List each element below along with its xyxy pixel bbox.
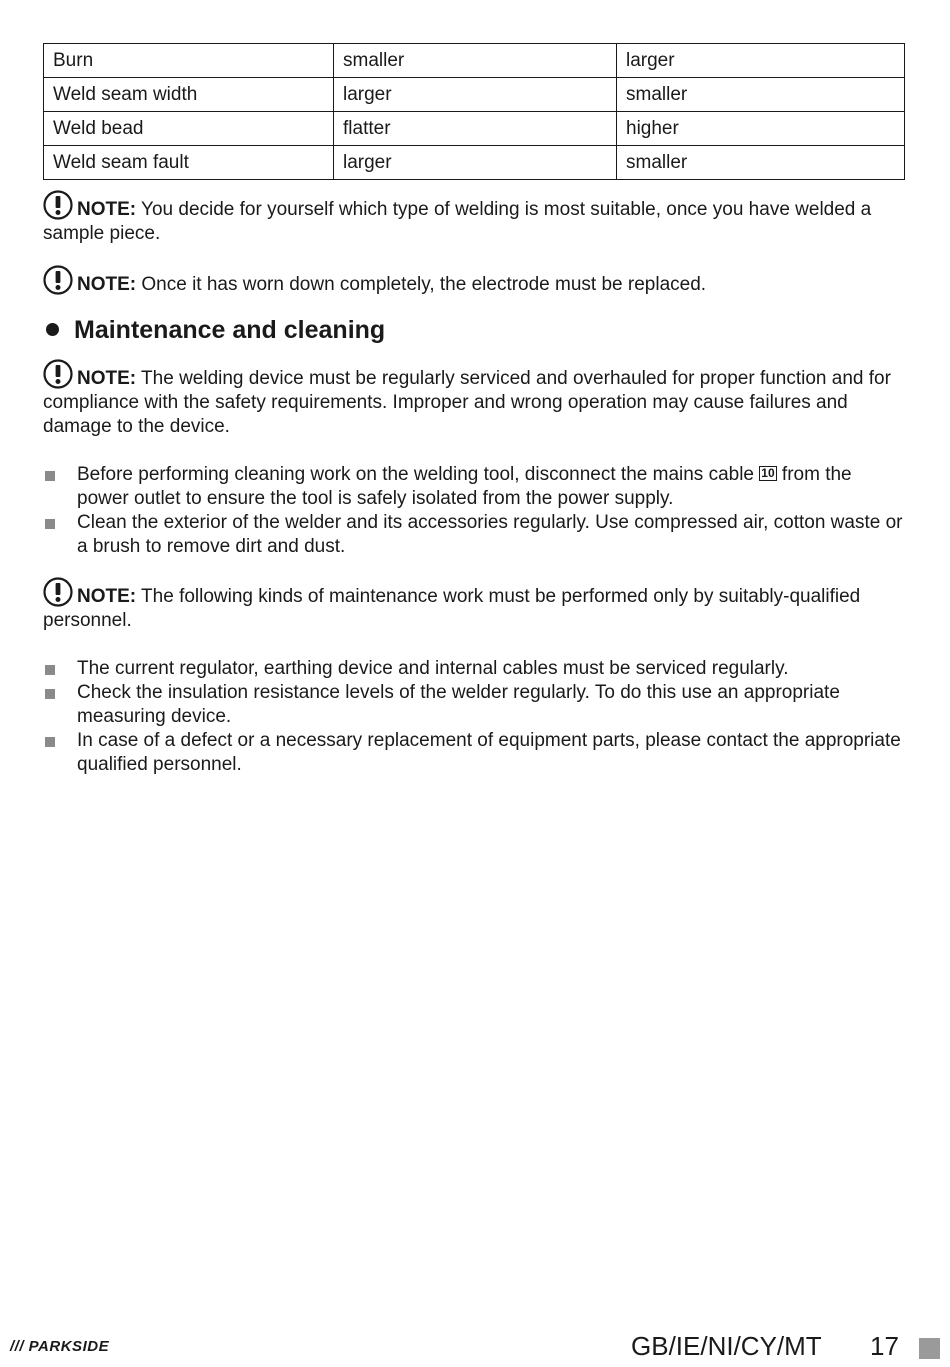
table-row	[44, 44, 905, 78]
note-4	[43, 577, 906, 633]
exclamation-circle-icon	[43, 190, 73, 220]
exclamation-circle-icon	[43, 359, 73, 389]
note-text: The following kinds of maintenance work must be performed only by suitably-qualified personnel.	[43, 586, 861, 631]
square-bullet-icon	[45, 519, 55, 529]
table-cell: smaller	[617, 146, 905, 180]
table-cell: smaller	[617, 78, 905, 112]
list-item-text: Before performing cleaning work on the welding tool, disconnect the mains cable	[77, 464, 754, 485]
page-number: 17	[870, 1331, 899, 1361]
page-marker-icon	[919, 1338, 940, 1359]
table-cell: flatter	[334, 112, 617, 146]
exclamation-circle-icon	[43, 265, 73, 295]
table-cell: larger	[334, 146, 617, 180]
note-text: You decide for yourself which type of welding is most suitable, once you have welded a sample piece.	[43, 199, 872, 244]
table-cell: larger	[617, 44, 905, 78]
note-2	[43, 265, 906, 297]
list-item-text: from the power outlet to ensure the tool is safely isolated from the power supply.	[77, 464, 852, 509]
note-label: NOTE:	[77, 586, 137, 607]
language-codes: GB/IE/NI/CY/MT	[631, 1331, 822, 1361]
table-row	[44, 112, 905, 146]
list-item-text: Check the insulation resistance levels of the welder regularly. To do this use an appropriate measuring device.	[77, 682, 840, 727]
section-title: Maintenance and cleaning	[74, 316, 386, 344]
maintenance-list	[43, 657, 906, 777]
section-heading	[43, 315, 906, 345]
table-cell: higher	[617, 112, 905, 146]
reference-number: 10	[761, 466, 775, 480]
note-label: NOTE:	[77, 274, 137, 295]
page-content	[43, 43, 906, 777]
list-item-text: In case of a defect or a necessary replacement of equipment parts, please contact the appropriate qualified personnel.	[77, 730, 901, 775]
table-row	[44, 78, 905, 112]
note-label: NOTE:	[77, 368, 137, 389]
square-bullet-icon	[45, 689, 55, 699]
list-item-text: The current regulator, earthing device and internal cables must be serviced regularly.	[77, 658, 789, 679]
table-row	[44, 146, 905, 180]
table-cell: Weld seam fault	[44, 146, 334, 180]
list-item	[43, 681, 906, 729]
table-cell: Weld bead	[44, 112, 334, 146]
round-bullet-icon	[46, 323, 59, 336]
page-footer	[0, 1330, 950, 1367]
square-bullet-icon	[45, 737, 55, 747]
comparison-table	[43, 43, 905, 180]
cleaning-list	[43, 463, 906, 559]
list-item-text: Clean the exterior of the welder and its accessories regularly. Use compressed air, cotton waste or a brush to remove dirt and dust.	[77, 512, 903, 557]
note-text: The welding device must be regularly serviced and overhauled for proper function and for compliance with the safety requirements. Improper and wrong operation may cause failures and damage to the device.	[43, 368, 891, 437]
table-cell: larger	[334, 78, 617, 112]
list-item	[43, 657, 906, 681]
square-bullet-icon	[45, 471, 55, 481]
note-1	[43, 190, 906, 246]
note-text: Once it has worn down completely, the electrode must be replaced.	[141, 274, 707, 295]
table-cell: Burn	[44, 44, 334, 78]
brand-logo: /// PARKSIDE	[10, 1338, 110, 1355]
list-item	[43, 463, 906, 511]
square-bullet-icon	[45, 665, 55, 675]
list-item	[43, 511, 906, 559]
exclamation-circle-icon	[43, 577, 73, 607]
note-3	[43, 359, 906, 439]
list-item	[43, 729, 906, 777]
table-cell: Weld seam width	[44, 78, 334, 112]
table-cell: smaller	[334, 44, 617, 78]
note-label: NOTE:	[77, 199, 137, 220]
